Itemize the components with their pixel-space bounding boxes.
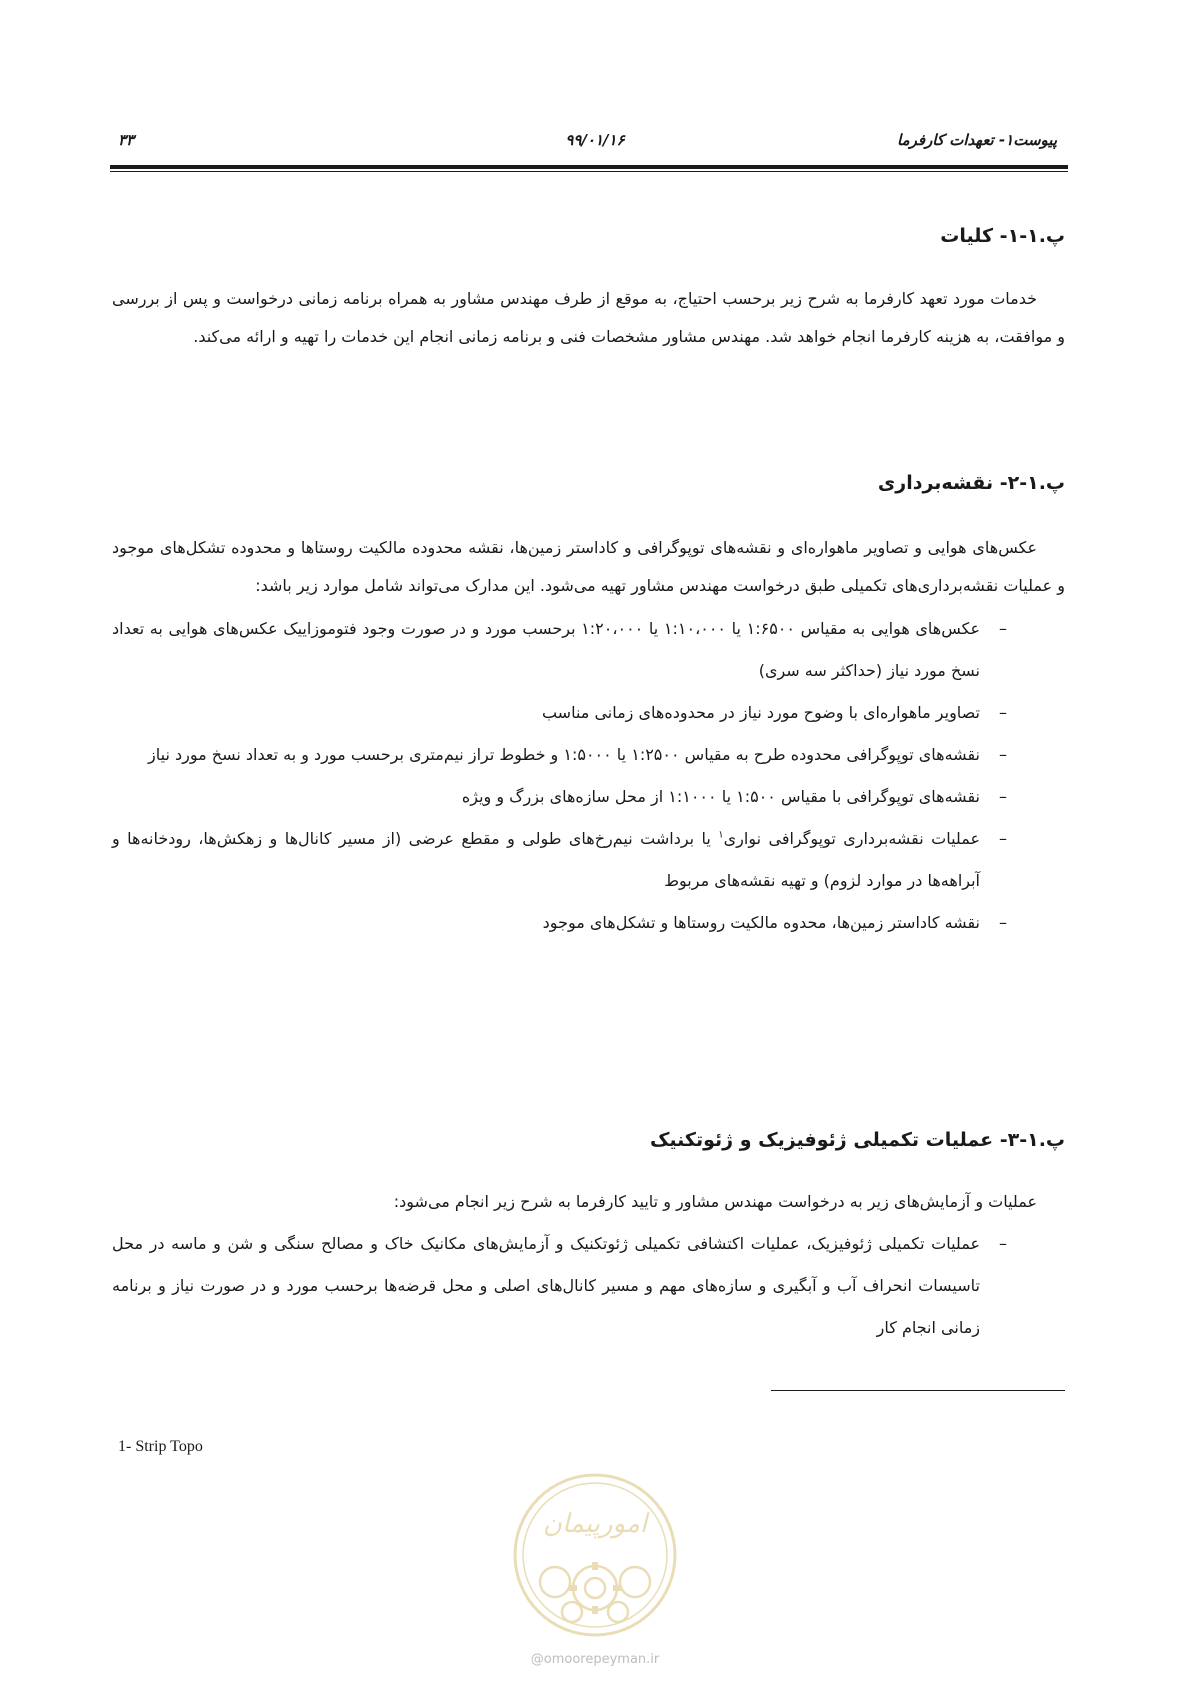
list-item: – عملیات نقشه‌برداری توپوگرافی نواری$^۱$ یا برداشت نیم‌رخ‌های طولی و مقطع عرضی (از مسیر کانال‌ها و زهکش‌ها، رودخانه‌ها و آبراهه‌ها در موارد لزوم) و تهیه نقشه‌های مربوط bbox=[112, 818, 1065, 902]
footnote-reference[interactable]: ۱ bbox=[718, 829, 724, 841]
footnote-text: 1- Strip Topo bbox=[118, 1438, 203, 1455]
list-item: – عملیات تکمیلی ژئوفیزیک، عملیات اکتشافی تکمیلی ژئوتکنیک و آزمایش‌های مکانیک خاک و مصالح سنگی و شن و ماسه در محل تاسیسات انحراف آب و آبگیری و سازه‌های مهم و مسیر کانال‌های اصلی و محل قرضه‌ها برحسب مورد و در صورت نیاز و برنامه زمانی انجام کار bbox=[112, 1223, 1065, 1349]
section-surveying bbox=[112, 469, 1065, 497]
dash-marker: – bbox=[999, 703, 1007, 722]
section-paragraph: خدمات مورد تعهد کارفرما به شرح زیر برحسب احتیاج، به موقع از طرف مهندس مشاور به همراه برنامه زمانی درخواست و پس از بررسی و موافقت، به هزینه کارفرما انجام خواهد شد. مهندس مشاور مشخصات فنی و برنامه زمانی انجام این خدمات را تهیه و ارائه می‌کند. bbox=[112, 289, 1065, 346]
bullet-list bbox=[112, 1223, 1065, 1349]
bullet-list bbox=[112, 608, 1065, 944]
seal-lettering: امورپیمان bbox=[542, 1509, 648, 1539]
section-heading: پ.۱-۲- نقشه‌برداری bbox=[877, 472, 1065, 494]
section-geotechnics-body bbox=[112, 1183, 1065, 1349]
section-general-body bbox=[112, 280, 1065, 355]
watermark-site: @omoorepeyman.ir bbox=[530, 1652, 660, 1667]
section-heading: پ.۱-۳- عملیات تکمیلی ژئوفیزیک و ژئوتکنیک bbox=[649, 1129, 1065, 1151]
dash-marker: – bbox=[999, 1233, 1007, 1253]
header-rule-thick bbox=[110, 165, 1068, 169]
footnote-rule bbox=[771, 1390, 1065, 1391]
header-date: ۹۹/۰۱/۱۶ bbox=[565, 131, 625, 149]
section-general bbox=[112, 222, 1065, 250]
list-item: – عکس‌های هوایی به مقیاس ۱:۶۵۰۰ یا ۱:۱۰،۰۰۰ یا ۱:۲۰،۰۰۰ برحسب مورد و در صورت وجود فتوموزاییک عکس‌های هوایی به تعداد نسخ مورد نیاز (حداکثر سه سری) bbox=[112, 608, 1065, 692]
section-geotechnics bbox=[112, 1126, 1065, 1154]
list-item: – نقشه‌های توپوگرافی با مقیاس ۱:۵۰۰ یا ۱:۱۰۰۰ از محل سازه‌های بزرگ و ویژه bbox=[112, 776, 1065, 818]
watermark-seal-icon bbox=[510, 1470, 680, 1640]
dash-marker: – bbox=[999, 745, 1007, 764]
dash-marker: – bbox=[999, 913, 1007, 932]
list-item: – نقشه کاداستر زمین‌ها، محدوه مالکیت روستاها و تشکل‌های موجود bbox=[112, 902, 1065, 944]
dash-marker: – bbox=[999, 787, 1007, 806]
section-heading: پ.۱-۱- کلیات bbox=[940, 225, 1065, 247]
section-paragraph: عکس‌های هوایی و تصاویر ماهواره‌ای و نقشه‌های توپوگرافی و کاداستر زمین‌ها، نقشه محدوده مالکیت روستاها و محدوده تشکل‌های موجود و عملیات نقشه‌برداری‌های تکمیلی طبق درخواست مهندس مشاور تهیه می‌شود. این مدارک می‌تواند شامل موارد زیر باشد: bbox=[112, 538, 1065, 595]
page-number: ۳۳ bbox=[118, 131, 135, 149]
dash-marker: – bbox=[999, 619, 1007, 638]
section-surveying-body bbox=[112, 529, 1065, 944]
header-title: پیوست۱- تعهدات کارفرما bbox=[897, 131, 1057, 149]
header-rule-thin bbox=[110, 171, 1068, 172]
list-item: – تصاویر ماهواره‌ای با وضوح مورد نیاز در محدوده‌های زمانی مناسب bbox=[112, 692, 1065, 734]
section-paragraph: عملیات و آزمایش‌های زیر به درخواست مهندس مشاور و تایید کارفرما به شرح زیر انجام می‌شود: bbox=[393, 1192, 1037, 1211]
dash-marker: – bbox=[999, 829, 1007, 848]
list-item: – نقشه‌های توپوگرافی محدوده طرح به مقیاس ۱:۲۵۰۰ یا ۱:۵۰۰۰ و خطوط تراز نیم‌متری برحسب مورد و به تعداد نسخ مورد نیاز bbox=[112, 734, 1065, 776]
